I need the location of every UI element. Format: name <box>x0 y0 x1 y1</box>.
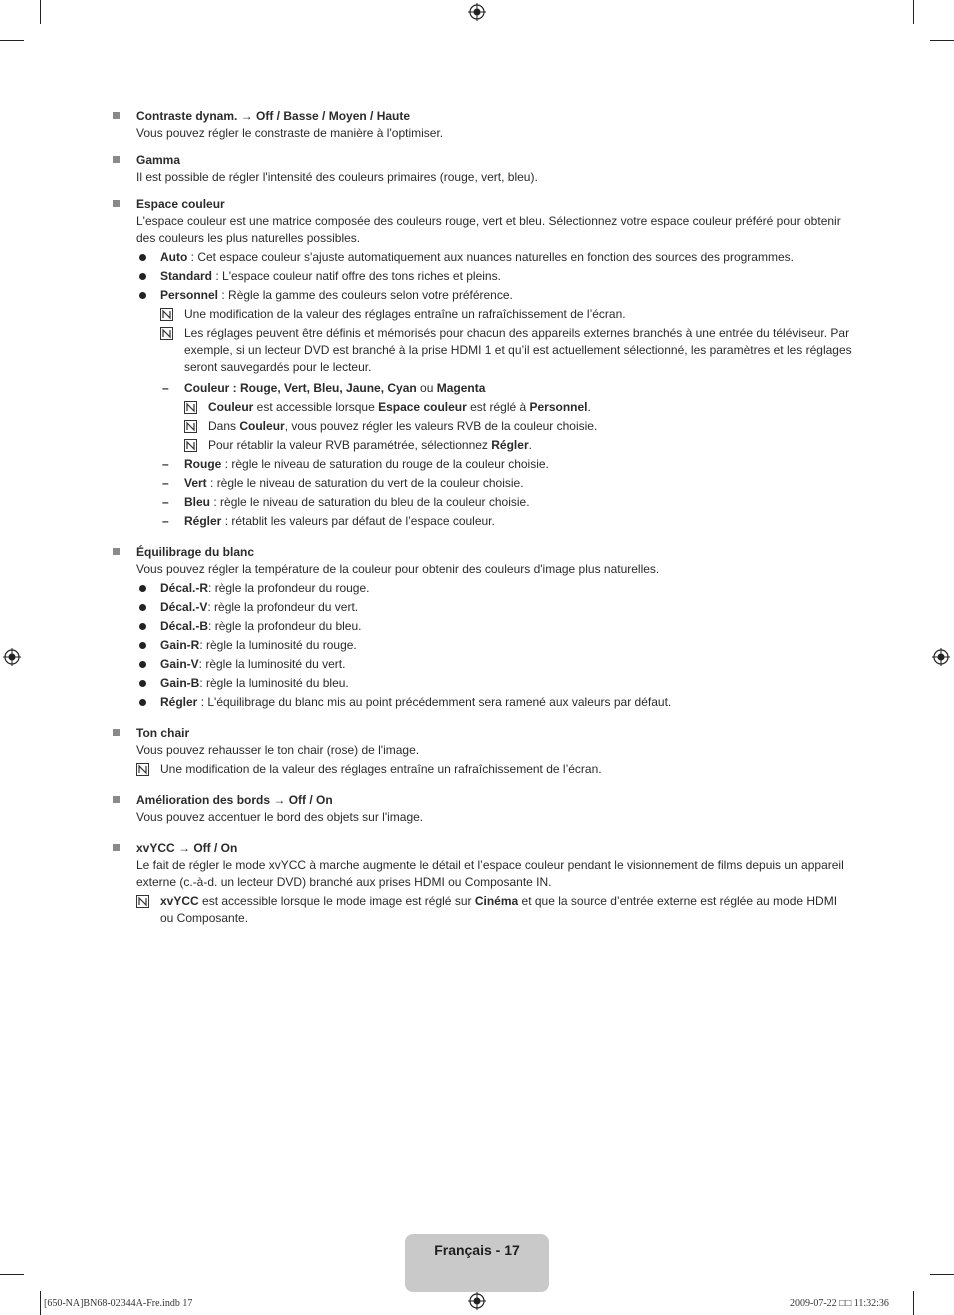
registration-mark-icon <box>932 648 950 666</box>
section-desc: Vous pouvez régler le constraste de manière à l'optimiser. <box>136 126 444 140</box>
note-text: Dans <box>208 419 240 433</box>
list-item <box>113 268 853 285</box>
list-item <box>113 249 853 266</box>
section-desc: Vous pouvez régler la température de la couleur pour obtenir des couleurs d'image plus naturelles. <box>136 562 660 576</box>
bullet-dot-icon <box>139 661 146 668</box>
note-item <box>160 325 853 376</box>
note-item <box>160 306 853 323</box>
bullet-dot-icon <box>139 699 146 706</box>
note-item <box>184 418 853 435</box>
section-contraste-dynam <box>113 108 853 142</box>
section-title: xvYCC → Off / On <box>136 841 238 855</box>
square-bullet-icon <box>113 200 120 207</box>
section-title: Ton chair <box>136 726 190 740</box>
item-text: : règle la profondeur du vert. <box>207 600 359 614</box>
item-label: Décal.-R <box>160 581 209 595</box>
personnel-notes <box>160 306 853 530</box>
note-text: Une modification de la valeur des réglages entraîne un rafraîchissement de l’écran. <box>160 762 602 776</box>
note-text: est accessible lorsque le mode image est réglé sur <box>198 894 475 908</box>
note-item <box>184 399 853 416</box>
list-item <box>113 694 853 711</box>
crop-mark <box>930 40 954 41</box>
section-amelioration-des-bords <box>113 792 853 826</box>
crop-mark <box>930 1274 954 1275</box>
section-title: Espace couleur <box>136 197 225 211</box>
item-label: Rouge <box>184 457 222 471</box>
note-bold: Espace couleur <box>378 400 467 414</box>
item-text: : règle la luminosité du vert. <box>198 657 346 671</box>
item-label: Couleur : Rouge, Vert, Bleu, Jaune, Cyan <box>184 381 417 395</box>
note-bold: Couleur <box>208 400 254 414</box>
dash-item-vert <box>160 475 853 492</box>
note-icon <box>184 420 197 433</box>
item-label: Gain-R <box>160 638 200 652</box>
section-espace-couleur <box>113 196 853 530</box>
section-title: Équilibrage du blanc <box>136 545 255 559</box>
bullet-dot-icon <box>139 273 146 280</box>
note-text: est réglé à <box>466 400 530 414</box>
note-text: Une modification de la valeur des réglages entraîne un rafraîchissement de l’écran. <box>184 307 626 321</box>
section-xvycc <box>113 840 853 927</box>
item-text: : L'équilibrage du blanc mis au point précédemment sera ramené aux valeurs par défaut. <box>197 695 672 709</box>
list-item <box>113 599 853 616</box>
section-ton-chair <box>113 725 853 778</box>
bullet-dot-icon <box>139 292 146 299</box>
note-item <box>136 761 853 778</box>
bullet-dot-icon <box>139 585 146 592</box>
square-bullet-icon <box>113 729 120 736</box>
item-text: ou <box>416 381 437 395</box>
dash-item-regler <box>160 513 853 530</box>
note-icon <box>184 439 197 452</box>
square-bullet-icon <box>113 796 120 803</box>
item-label: Magenta <box>436 381 486 395</box>
note-text: et que la source d’entrée externe est réglée au mode HDMI ou Composante. <box>160 894 838 925</box>
item-label: Régler <box>184 514 222 528</box>
list-item <box>113 675 853 692</box>
item-text: : règle le niveau de saturation du rouge de la couleur choisie. <box>221 457 549 471</box>
item-text: : règle la luminosité du bleu. <box>199 676 349 690</box>
crop-mark <box>0 1274 24 1275</box>
note-text: est accessible lorsque <box>253 400 379 414</box>
note-icon <box>184 401 197 414</box>
list-item <box>113 618 853 635</box>
dash-marker: – <box>162 514 169 528</box>
page-number-tab <box>405 1234 549 1292</box>
dash-item-couleur <box>160 380 853 397</box>
dash-marker: – <box>162 457 169 471</box>
section-desc: Vous pouvez accentuer le bord des objets sur l'image. <box>136 810 424 824</box>
note-icon <box>160 327 173 340</box>
item-label: Personnel <box>160 288 219 302</box>
note-bold: Régler <box>491 438 529 452</box>
dash-marker: – <box>162 476 169 490</box>
bullet-dot-icon <box>139 642 146 649</box>
note-item <box>184 437 853 454</box>
section-title: Gamma <box>136 153 181 167</box>
list-item <box>113 656 853 673</box>
item-text: : règle la profondeur du rouge. <box>208 581 370 595</box>
list-item <box>113 287 853 304</box>
dash-item-rouge <box>160 456 853 473</box>
crop-mark <box>0 40 24 41</box>
dash-item-bleu <box>160 494 853 511</box>
dash-marker: – <box>162 381 169 395</box>
item-label: Régler <box>160 695 198 709</box>
section-desc: Il est possible de régler l'intensité des couleurs primaires (rouge, vert, bleu). <box>136 170 538 184</box>
item-text: : règle la profondeur du bleu. <box>208 619 362 633</box>
print-slug-right: 2009-07-22 □□ 11:32:36 <box>790 1298 889 1309</box>
item-label: Standard <box>160 269 213 283</box>
section-title: Contraste dynam. → Off / Basse / Moyen / Haute <box>136 109 411 123</box>
crop-mark <box>913 1291 914 1315</box>
item-label: Vert <box>184 476 207 490</box>
note-icon <box>136 895 149 908</box>
square-bullet-icon <box>113 844 120 851</box>
section-equilibrage-du-blanc <box>113 544 853 711</box>
bullet-dot-icon <box>139 604 146 611</box>
note-bold: Cinéma <box>474 894 519 908</box>
crop-mark <box>40 1291 41 1315</box>
note-text: , vous pouvez régler les valeurs RVB de la couleur choisie. <box>284 419 598 433</box>
section-desc: Vous pouvez rehausser le ton chair (rose) de l'image. <box>136 743 420 757</box>
section-gamma <box>113 152 853 186</box>
dash-marker: – <box>162 495 169 509</box>
crop-mark <box>40 0 41 24</box>
section-desc: L'espace couleur est une matrice composée des couleurs rouge, vert et bleu. Sélectionnez votre espace couleur préféré pour obtenir des couleurs les plus naturelles possibles. <box>136 214 841 245</box>
square-bullet-icon <box>113 156 120 163</box>
item-text: : règle le niveau de saturation du bleu de la couleur choisie. <box>210 495 530 509</box>
note-bold: xvYCC <box>160 894 199 908</box>
item-label: Auto <box>160 250 188 264</box>
square-bullet-icon <box>113 112 120 119</box>
item-text: : Règle la gamme des couleurs selon votre préférence. <box>218 288 513 302</box>
list-item <box>113 637 853 654</box>
note-text: Les réglages peuvent être définis et mémorisés pour chacun des appareils externes branchés à une entrée du téléviseur. Par exemple, si un lecteur DVD est branché à la prise HDMI 1 et qu’il est actuellement sélectionné, les paramètres et les réglages seront sauvegardés pour le lecteur. <box>184 326 852 374</box>
bullet-dot-icon <box>139 623 146 630</box>
page-number: Français - 17 <box>434 1242 520 1258</box>
registration-mark-icon <box>468 3 486 21</box>
registration-mark-icon <box>468 1292 486 1310</box>
note-icon <box>136 763 149 776</box>
print-slug-left: [650-NA]BN68-02344A-Fre.indb 17 <box>44 1298 193 1309</box>
section-desc: Le fait de régler le mode xvYCC à marche augmente le détail et l’espace couleur pendant le visionnement de films depuis un appareil externe (c.-à-d. un lecteur DVD) branché aux prises HDMI ou Composante IN. <box>136 858 844 889</box>
registration-mark-icon <box>3 648 21 666</box>
couleur-notes <box>184 399 853 454</box>
list-item <box>113 580 853 597</box>
square-bullet-icon <box>113 548 120 555</box>
note-text: . <box>587 400 591 414</box>
item-text: : L'espace couleur natif offre des tons riches et pleins. <box>212 269 501 283</box>
item-text: : Cet espace couleur s'ajuste automatiquement aux nuances naturelles en fonction des sources des programmes. <box>187 250 794 264</box>
bullet-dot-icon <box>139 254 146 261</box>
note-item <box>136 893 853 927</box>
item-text: : rétablit les valeurs par défaut de l’espace couleur. <box>221 514 495 528</box>
item-label: Décal.-V <box>160 600 208 614</box>
crop-mark <box>913 0 914 24</box>
note-bold: Personnel <box>529 400 588 414</box>
note-icon <box>160 308 173 321</box>
note-bold: Couleur <box>239 419 285 433</box>
item-text: : règle la luminosité du rouge. <box>199 638 357 652</box>
section-title: Amélioration des bords → Off / On <box>136 793 333 807</box>
bullet-dot-icon <box>139 680 146 687</box>
note-text: . <box>528 438 532 452</box>
item-text: : règle le niveau de saturation du vert de la couleur choisie. <box>206 476 524 490</box>
item-label: Bleu <box>184 495 211 509</box>
item-label: Gain-B <box>160 676 200 690</box>
note-text: Pour rétablir la valeur RVB paramétrée, sélectionnez <box>208 438 492 452</box>
page-content <box>113 108 853 937</box>
item-label: Décal.-B <box>160 619 209 633</box>
item-label: Gain-V <box>160 657 199 671</box>
